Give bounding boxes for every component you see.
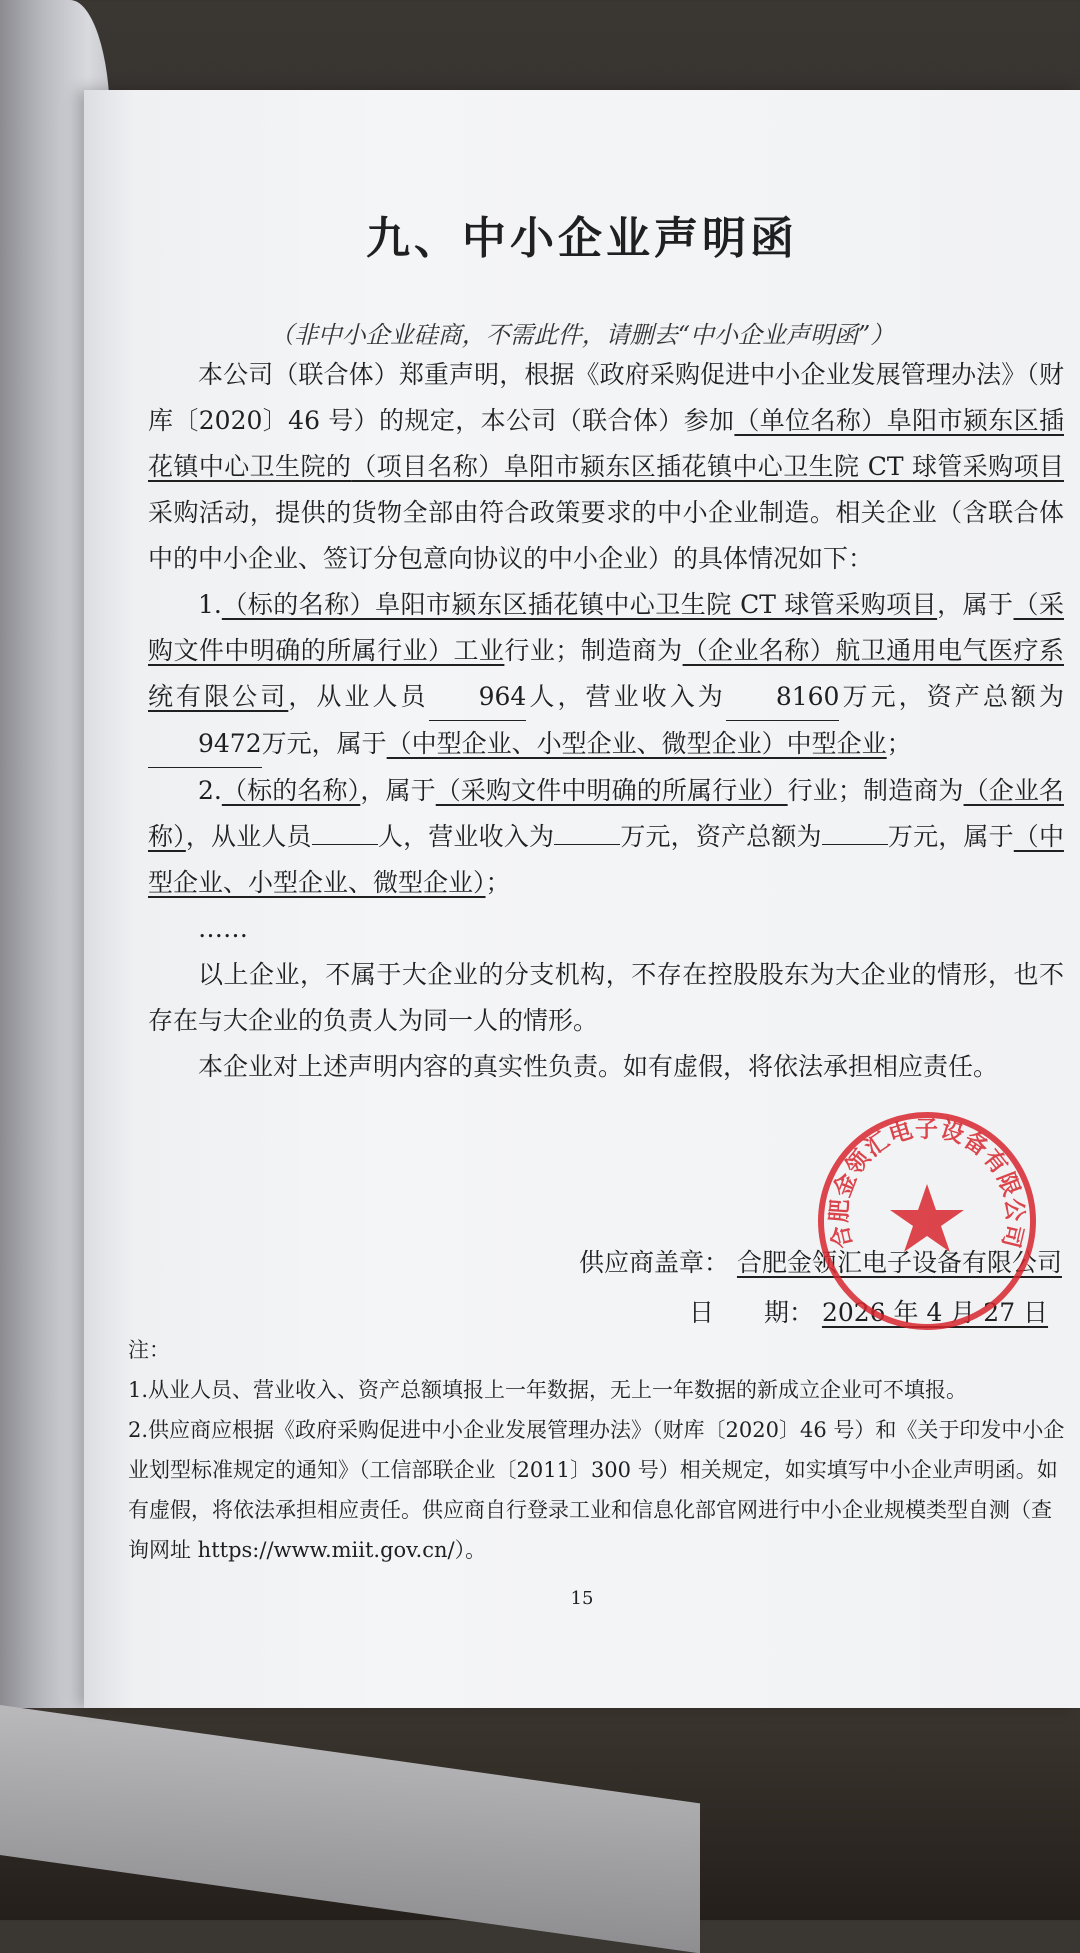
item-1-subject: （标的名称）阜阳市颍东区插花镇中心卫生院 CT 球管采购项目 (221, 590, 938, 619)
document-page (84, 90, 1080, 1708)
item-1-staff-label: ，从业人员 (288, 682, 429, 711)
project-name: （项目名称）阜阳市颍东区插花镇中心卫生院 CT 球管采购项目 (351, 452, 1064, 481)
item-2-industry: （采购文件中明确的所属行业） (435, 776, 788, 805)
unit-name: （单位名称）阜阳市颍东区插花镇中心卫生院的 (148, 406, 1064, 481)
seal-star-icon (890, 1184, 964, 1252)
item-1-revenue-unit: 万元，资产总额为 (839, 682, 1064, 711)
statement-truthfulness: 本企业对上述声明内容的真实性负责。如有虚假，将依法承担相应责任。 (198, 1052, 999, 1081)
item-1-staff: 964 (429, 674, 527, 721)
item-1-industry: （采购文件中明确的所属行业）工业 (148, 590, 1064, 665)
item-1-staff-unit: 人，营业收入为 (526, 682, 726, 711)
item-1-revenue: 8160 (726, 674, 840, 721)
note-1: 1.从业人员、营业收入、资产总额填报上一年数据，无上一年数据的新成立企业可不填报。 (128, 1378, 968, 1402)
item-2-manufacturer: （企业名称） (148, 776, 1064, 851)
item-2 (148, 768, 1064, 906)
note-2: 2.供应商应根据《政府采购促进中小企业发展管理办法》（财库〔2020〕46 号）和《关于印发中小企业划型标准规定的通知》（工信部联企业〔2011〕300 号）相关规定，如实填写中小企业声明函。如有虚假，将依法承担相应责任。供应商自行登录工业和信息化部官网进行中小企业规模类型自测（查询网址 https://www.miit.gov.cn/）。 (128, 1418, 1065, 1562)
page-number: 15 (570, 1588, 594, 1609)
item-2-revenue-blank (554, 844, 620, 845)
intro-line-2: 〔2020〕46 号）的规定，本公司（联合体）参加 (173, 406, 735, 435)
item-2-assets-blank (822, 844, 888, 845)
supplier-name: 合肥金领汇电子设备有限公司 (736, 1248, 1062, 1277)
item-2-industry-suffix: 行业；制造商为 (787, 776, 964, 805)
item-1-belongs: ，属于 (937, 590, 1014, 619)
item-2-belongs: ，属于 (360, 776, 436, 805)
declaration-body (148, 352, 1064, 1090)
item-2-staff-label: ，从业人员 (185, 822, 312, 851)
item-1-type: （中型企业、小型企业、微型企业）中型企业 (386, 729, 887, 758)
notes-section (128, 1330, 1068, 1570)
date-value: 2026 年 4 月 27 日 (821, 1298, 1049, 1327)
page-title: 九、中小企业声明函 (366, 213, 798, 264)
item-2-assets-unit: 万元，属于 (887, 822, 1014, 851)
seal-text: 合肥金领汇电子设备有限公司 (826, 1116, 1028, 1252)
company-seal-stamp (812, 1106, 1042, 1336)
item-2-revenue-unit: 万元，资产总额为 (620, 822, 822, 851)
item-2-type: （中型企业、小型企业、微型企业） (148, 822, 1064, 897)
item-1-manufacturer: （企业名称）航卫通用电气医疗系统有限公司 (148, 636, 1064, 711)
item-2-number: 2. (198, 776, 222, 805)
item-1-assets-unit: 万元， (261, 729, 337, 758)
item-2-staff-blank (312, 844, 378, 845)
page-subtitle: （非中小企业硅商，不需此件，请删去“中小企业声明函”） (269, 321, 895, 349)
notes-heading: 注： (128, 1338, 170, 1362)
date-label: 日 期： (689, 1298, 815, 1327)
intro-line-5: 采购活动，提供的货物全部由符合政策要求的中小企业制造。相关企业（含联合体中的中小企业、签订分包意向协议的中小企业）的具体情况如下： (148, 498, 1064, 573)
item-2-staff-unit: 人，营业收入为 (377, 822, 555, 851)
item-2-subject: （标的名称） (221, 776, 361, 805)
intro-line-1: 本公司（联合体）郑重声明，根据《政府采购促进中小企业发展管理办法》（财库 (148, 360, 1064, 435)
item-2-end: ； (485, 868, 511, 897)
item-1-end: ； (886, 729, 912, 758)
supplier-label: 供应商盖章： (579, 1248, 730, 1277)
item-1-assets: 9472 (148, 721, 262, 768)
item-1-number: 1. (198, 590, 222, 619)
ellipsis: …… (198, 914, 248, 943)
item-1-industry-suffix: 行业；制造商为 (504, 636, 683, 665)
item-1 (148, 582, 1064, 768)
item-1-type-label: 属于 (336, 729, 387, 758)
statement-no-large-enterprise: 以上企业，不属于大企业的分支机构，不存在控股股东为大企业的情形，也不存在与大企业的负责人为同一人的情形。 (148, 960, 1064, 1035)
intro-paragraph (148, 352, 1064, 582)
